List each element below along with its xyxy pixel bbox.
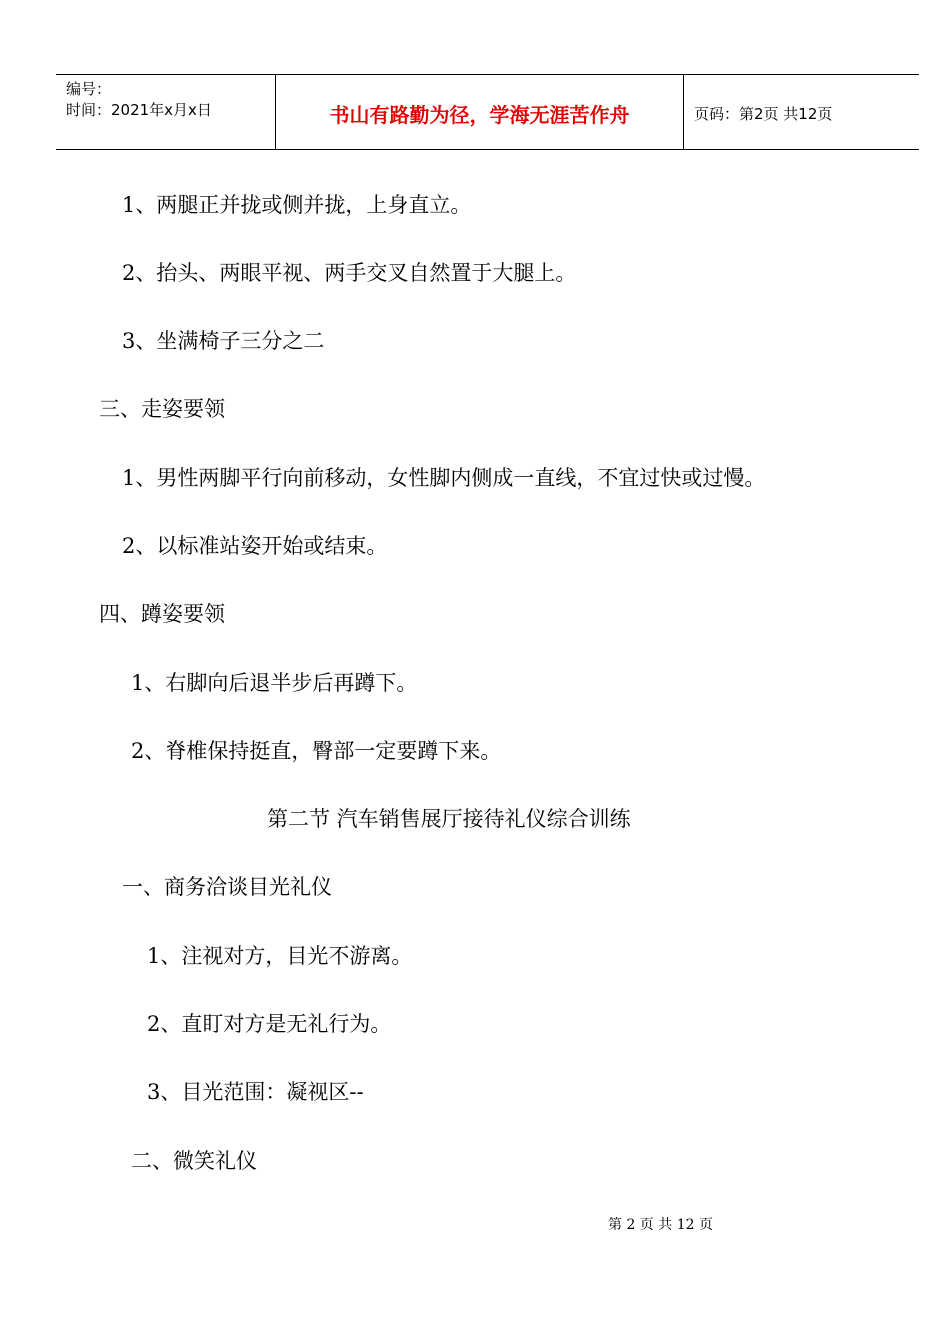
header-divider-right [683, 75, 684, 149]
page-footer: 第 2 页 共 12 页 [608, 1217, 713, 1233]
body-line-5: 2、以标准站姿开始或结束。 [122, 534, 388, 558]
body-line-2: 2、抬头、两眼平视、两手交叉自然置于大腿上。 [122, 261, 577, 285]
body-line-1: 1、两腿正并拢或侧并拢，上身直立。 [122, 193, 472, 217]
section-heading-smile: 二、微笑礼仪 [131, 1149, 257, 1173]
body-line-4: 1、男性两脚平行向前移动，女性脚内侧成一直线，不宜过快或过慢。 [122, 466, 766, 490]
body-line-7: 2、脊椎保持挺直，臀部一定要蹲下来。 [131, 739, 502, 763]
header-page-info: 页码：第2页 共12页 [694, 105, 833, 123]
body-line-10: 3、目光范围：凝视区-- [147, 1080, 364, 1104]
section-heading-eye: 一、商务洽谈目光礼仪 [122, 875, 332, 899]
chapter-heading: 第二节 汽车销售展厅接待礼仪综合训练 [267, 807, 631, 831]
section-heading-squat: 四、蹲姿要领 [99, 602, 225, 626]
body-line-9: 2、直盯对方是无礼行为。 [147, 1012, 392, 1036]
header-motto: 书山有路勤为径，学海无涯苦作舟 [329, 103, 630, 127]
time-label: 时间：2021年x月x日 [66, 101, 212, 119]
code-label: 编号： [66, 80, 112, 98]
page-header [56, 74, 919, 150]
body-line-6: 1、右脚向后退半步后再蹲下。 [131, 671, 418, 695]
body-line-8: 1、注视对方，目光不游离。 [147, 944, 413, 968]
header-meta [66, 79, 212, 121]
body-line-3: 3、坐满椅子三分之二 [122, 329, 325, 353]
section-heading-walk: 三、走姿要领 [99, 397, 225, 421]
